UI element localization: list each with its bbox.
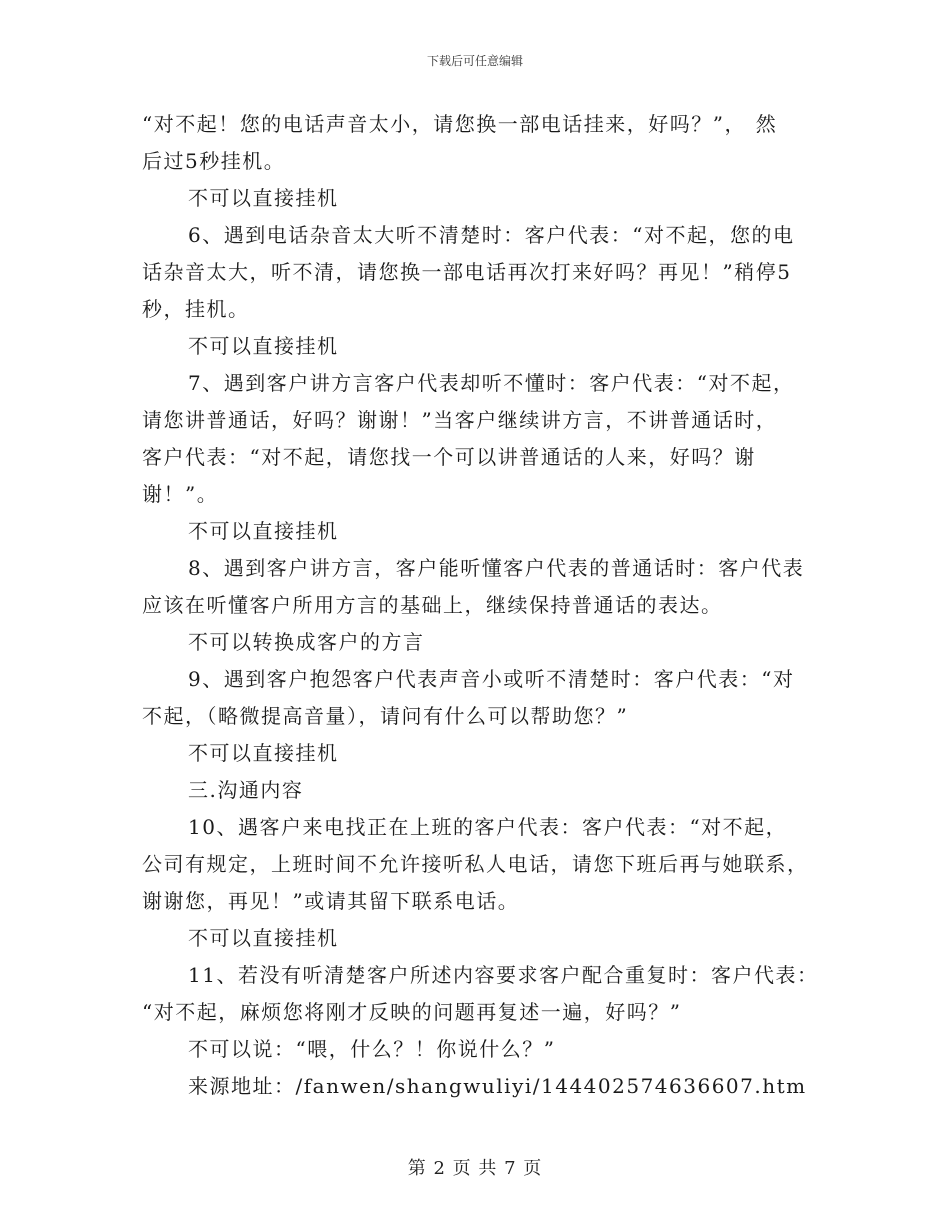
text-line: 请您讲普通话，好吗？谢谢！”当客户继续讲方言，不讲普通话时，	[142, 408, 778, 432]
text-line: 8、遇到客户讲方言，客户能听懂客户代表的普通话时：客户代表	[188, 556, 805, 580]
text-line: 不可以直接挂机	[188, 186, 339, 210]
text-line: 11、若没有听清楚客户所述内容要求客户配合重复时：客户代表：	[188, 963, 819, 987]
text-line: 6、遇到电话杂音太大听不清楚时：客户代表：“对不起，您的电	[188, 223, 795, 247]
text-line: “对不起！您的电话声音太小，请您换一部电话挂来，好吗？”， 然	[142, 112, 778, 136]
text-line: 后过5秒挂机。	[142, 149, 286, 173]
text-line: 不可以直接挂机	[188, 334, 339, 358]
text-line: 不起，（略微提高音量），请问有什么可以帮助您？”	[142, 704, 629, 728]
text-line: 话杂音太大，听不清，请您换一部电话再次打来好吗？再见！”稍停5	[142, 260, 792, 284]
section-heading: 三.沟通内容	[188, 778, 304, 802]
text-line: 不可以转换成客户的方言	[188, 630, 425, 654]
text-line: 7、遇到客户讲方言客户代表却听不懂时：客户代表：“对不起，	[188, 371, 795, 395]
text-line: 不可以直接挂机	[188, 519, 339, 543]
text-line: 客户代表：“对不起，请您找一个可以讲普通话的人来，好吗？谢	[142, 445, 756, 469]
document-body	[142, 106, 819, 1105]
text-line: 谢！”。	[142, 482, 219, 506]
text-line: 不可以直接挂机	[188, 926, 339, 950]
source-address: 来源地址：/fanwen/shangwuliyi/144402574636607.htm	[188, 1074, 807, 1098]
text-line: 9、遇到客户抱怨客户代表声音小或听不清楚时：客户代表：“对	[188, 667, 795, 691]
page-number-footer: 第 2 页 共 7 页	[407, 1158, 543, 1179]
text-line: 谢谢您，再见！”或请其留下联系电话。	[142, 889, 520, 913]
text-line: 10、遇客户来电找正在上班的客户代表：客户代表：“对不起，	[188, 815, 788, 839]
text-line: 秒，挂机。	[142, 297, 250, 321]
text-line: 不可以直接挂机	[188, 741, 339, 765]
text-line: 公司有规定，上班时间不允许接听私人电话，请您下班后再与她联系，	[142, 852, 809, 876]
text-line: 不可以说：“喂，什么？！你说什么？”	[188, 1037, 556, 1061]
page-header: 下载后可任意编辑	[426, 54, 523, 68]
text-line: “对不起，麻烦您将刚才反映的问题再复述一遍，好吗？”	[142, 1000, 682, 1024]
text-line: 应该在听懂客户所用方言的基础上，继续保持普通话的表达。	[142, 593, 723, 617]
